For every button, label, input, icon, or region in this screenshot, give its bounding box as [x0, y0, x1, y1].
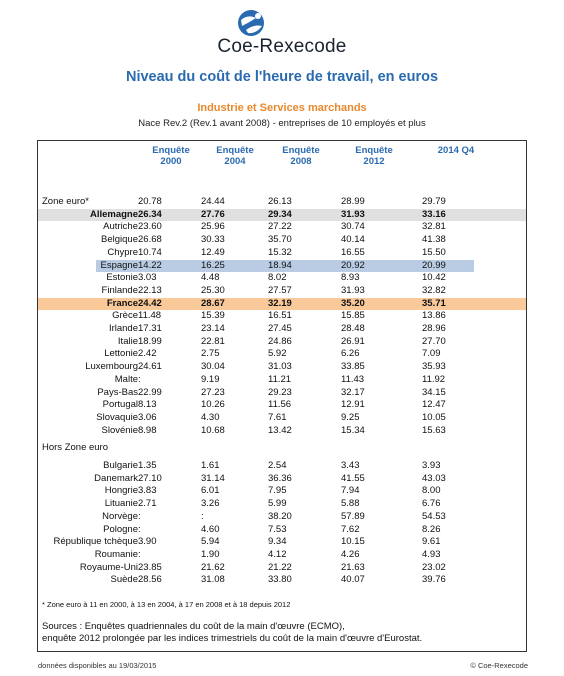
table-cell: 34.15	[422, 386, 446, 398]
table-cell: 26.91	[341, 335, 365, 347]
row-label: Zone euro*	[42, 196, 90, 207]
table-cell: 31.03	[268, 361, 292, 373]
table-cell: 8.02	[268, 272, 287, 284]
table-cell: 21.62	[201, 561, 225, 573]
table-cell: 31.14	[201, 472, 225, 484]
table-cell: 4.93	[422, 548, 441, 560]
table-cell: 29.23	[268, 386, 292, 398]
row-label: République tchèque	[53, 536, 138, 548]
table-row	[38, 425, 526, 438]
table-cell: 11.21	[268, 373, 292, 385]
table-cell: 30.33	[201, 234, 225, 246]
table-cell: 23.60	[138, 221, 162, 233]
row-label: Portugal	[102, 399, 138, 411]
table-cell: 18.94	[268, 259, 292, 271]
table-cell: 9.61	[422, 536, 441, 548]
table-cell: 10.15	[341, 536, 365, 548]
table-cell: 24.61	[138, 361, 162, 373]
table-cell: 10.26	[201, 399, 225, 411]
table-row	[38, 574, 526, 587]
row-label: Grèce	[112, 310, 138, 322]
table-row	[38, 298, 526, 311]
column-header-line2: 2000	[160, 156, 182, 167]
table-cell: 7.62	[341, 523, 360, 535]
table-cell: :	[138, 548, 141, 560]
table-cell: 7.95	[268, 485, 287, 497]
sources	[42, 621, 422, 645]
table-cell: 32.82	[422, 284, 446, 296]
table-row	[38, 460, 526, 473]
table-cell: 3.93	[422, 460, 441, 471]
row-label: Danemark	[94, 472, 138, 484]
copyright: © Coe-Rexecode	[470, 661, 528, 670]
table-cell: 24.86	[268, 335, 292, 347]
table-cell: 22.99	[138, 386, 162, 398]
table-cell: 5.99	[268, 498, 287, 510]
table-cell: 26.13	[268, 196, 292, 207]
column-header-line2: 2008	[290, 156, 312, 167]
row-label: France	[106, 297, 138, 309]
table-cell: 7.94	[341, 485, 360, 497]
table-row	[38, 260, 526, 273]
table-row	[38, 412, 526, 425]
row-label: Italie	[117, 335, 138, 347]
table-cell: 28.99	[341, 196, 365, 207]
table-cell: 15.39	[201, 310, 225, 322]
row-label: Allemagne	[89, 208, 138, 220]
table-cell: 15.85	[341, 310, 365, 322]
table-row	[38, 323, 526, 336]
table-cell: 3.43	[341, 460, 360, 471]
table-cell: :	[138, 510, 141, 522]
table-cell: 27.45	[268, 323, 292, 334]
table-cell: 2.71	[138, 498, 157, 510]
row-label: Belgique	[101, 234, 138, 246]
row-label: Slovénie	[101, 424, 138, 436]
table-row	[38, 272, 526, 285]
table-cell: 20.78	[138, 196, 162, 207]
row-label: Suède	[110, 574, 138, 586]
table-cell: 33.16	[422, 208, 446, 220]
table-cell: 27.10	[138, 472, 162, 484]
table-cell: 21.22	[268, 561, 292, 573]
table-cell: 54.53	[422, 510, 446, 522]
table-cell: 9.34	[268, 536, 287, 548]
table-cell: 33.80	[268, 574, 292, 586]
page-subtitle-detail: Nace Rev.2 (Rev.1 avant 2008) - entreprises de 10 employés et plus	[138, 118, 426, 129]
sources-line-1: Sources : Enquêtes quadriennales du coût de la main d'œuvre (ECMO),	[42, 621, 345, 632]
table-cell: 10.68	[201, 424, 225, 436]
row-label: Lituanie	[104, 498, 138, 510]
table-cell: 3.03	[138, 272, 157, 284]
table-cell: 32.17	[341, 386, 365, 398]
table-row	[38, 361, 526, 374]
table-cell: 3.83	[138, 485, 157, 497]
table-cell: 8.93	[341, 272, 360, 284]
table-row	[38, 310, 526, 323]
table-cell: :	[138, 373, 141, 385]
table-cell: 7.09	[422, 348, 441, 360]
table-cell: 1.35	[138, 460, 157, 471]
table-cell: 12.91	[341, 399, 365, 411]
table-cell: 35.93	[422, 361, 446, 373]
row-label: Royaume-Uni	[79, 561, 138, 573]
row-label: Chypre	[107, 246, 138, 258]
row-label: Bulgarie	[103, 460, 138, 471]
table-cell: 40.14	[341, 234, 365, 246]
table-cell: 36.36	[268, 472, 292, 484]
row-label: Pays-Bas	[97, 386, 138, 398]
table-cell: 57.89	[341, 510, 365, 522]
table-cell: 11.56	[268, 399, 292, 411]
table-cell: 26.34	[138, 208, 162, 220]
table-cell: 32.81	[422, 221, 446, 233]
table-cell: 4.30	[201, 411, 220, 423]
column-header-line1: Enquête	[216, 145, 254, 156]
table-cell: 6.26	[341, 348, 360, 360]
table-cell: 23.85	[138, 561, 162, 573]
row-label: Hongrie	[104, 485, 138, 497]
row-label: Slovaquie	[96, 411, 138, 423]
table-cell: 2.75	[201, 348, 220, 360]
table-cell: 8.13	[138, 399, 157, 411]
table-row	[38, 374, 526, 387]
row-label: Autriche	[103, 221, 138, 233]
row-label: Malte	[114, 373, 138, 385]
table-cell: 10.05	[422, 411, 446, 423]
table-cell: 39.76	[422, 574, 446, 586]
table-cell: 6.76	[422, 498, 441, 510]
table-row	[38, 209, 526, 222]
table-cell: 8.98	[138, 424, 157, 436]
table-row	[38, 234, 526, 247]
table-cell: 16.51	[268, 310, 292, 322]
table-cell: 30.04	[201, 361, 225, 373]
table-row	[38, 498, 526, 511]
table-cell: 32.19	[268, 297, 292, 309]
row-label: Finlande	[101, 284, 138, 296]
row-label: Luxembourg	[85, 361, 138, 373]
column-header-line1: Enquête	[282, 145, 320, 156]
table-cell: 27.76	[201, 208, 225, 220]
table-cell: 22.13	[138, 284, 162, 296]
table-row	[38, 196, 526, 209]
table-cell: 41.38	[422, 234, 446, 246]
table-cell: 10.74	[138, 246, 162, 258]
table-cell: 2.42	[138, 348, 157, 360]
table-cell: 13.42	[268, 424, 292, 436]
table-cell: 29.34	[268, 208, 292, 220]
table-cell: 35.20	[341, 297, 365, 309]
table-cell: 16.25	[201, 259, 225, 271]
table-cell: 27.23	[201, 386, 225, 398]
table-cell: 26.68	[138, 234, 162, 246]
table-cell: 9.19	[201, 373, 220, 385]
table-cell: 31.93	[341, 208, 365, 220]
table-cell: 15.32	[268, 246, 292, 258]
data-date-note: données disponibles au 19/03/2015	[38, 661, 157, 670]
table-cell: 2.54	[268, 460, 287, 471]
table-cell: 8.00	[422, 485, 441, 497]
page-subtitle: Industrie et Services marchands	[197, 102, 367, 114]
table-cell: 35.70	[268, 234, 292, 246]
table-cell: 4.60	[201, 523, 220, 535]
table-cell: 11.92	[422, 373, 446, 385]
table-cell: 29.79	[422, 196, 446, 207]
table-cell: 1.90	[201, 548, 220, 560]
table-cell: 4.26	[341, 548, 360, 560]
table-cell: 9.25	[341, 411, 360, 423]
table-cell: 23.02	[422, 561, 446, 573]
table-cell: 41.55	[341, 472, 365, 484]
column-header	[416, 145, 496, 156]
table-cell: 28.48	[341, 323, 365, 334]
brand-name: Coe-Rexecode	[217, 36, 347, 57]
footnote: * Zone euro à 11 en 2000, à 13 en 2004, à 17 en 2008 et à 18 depuis 2012	[42, 600, 291, 609]
table-cell: 28.56	[138, 574, 162, 586]
table-cell: 12.49	[201, 246, 225, 258]
brand-logo	[0, 6, 564, 56]
row-label: Pologne	[103, 523, 138, 535]
table-cell: 5.88	[341, 498, 360, 510]
table-cell: 31.93	[341, 284, 365, 296]
table-cell: 40.07	[341, 574, 365, 586]
table-cell: 27.22	[268, 221, 292, 233]
table-cell: 8.26	[422, 523, 441, 535]
table-cell: 21.63	[341, 561, 365, 573]
table-row	[38, 524, 526, 537]
table-cell: 33.85	[341, 361, 365, 373]
table-row	[38, 473, 526, 486]
table-row	[38, 348, 526, 361]
table-cell: 4.12	[268, 548, 287, 560]
table-cell: 24.42	[138, 297, 162, 309]
column-header	[261, 145, 341, 167]
page-title: Niveau du coût de l'heure de travail, en euros	[125, 69, 439, 85]
table-row	[38, 399, 526, 412]
table-row	[38, 536, 526, 549]
table-cell: 7.53	[268, 523, 287, 535]
table-cell: 25.96	[201, 221, 225, 233]
table-cell: 22.81	[201, 335, 225, 347]
table-cell: 24.44	[201, 196, 225, 207]
table-cell: 4.48	[201, 272, 220, 284]
table-cell: 43.03	[422, 472, 446, 484]
table-cell: 11.48	[138, 310, 162, 322]
column-header-line2: 2004	[224, 156, 246, 167]
table-row	[38, 221, 526, 234]
column-header-line2: 2014 Q4	[437, 145, 475, 156]
data-table	[37, 140, 527, 652]
table-cell: 3.26	[201, 498, 220, 510]
table-cell: 30.74	[341, 221, 365, 233]
table-cell: 25.30	[201, 284, 225, 296]
table-cell: 14.22	[138, 259, 162, 271]
globe-icon	[236, 8, 266, 38]
column-header-line1: Enquête	[152, 145, 190, 156]
row-label: Espagne	[100, 259, 138, 271]
table-cell: 3.90	[138, 536, 157, 548]
table-row	[38, 549, 526, 562]
row-label: Irlande	[108, 323, 138, 334]
table-cell: 5.92	[268, 348, 287, 360]
table-cell: 15.34	[341, 424, 365, 436]
table-row	[38, 285, 526, 298]
column-header-line2: 2012	[363, 156, 385, 167]
table-cell: 28.67	[201, 297, 225, 309]
table-row	[38, 562, 526, 575]
table-row	[38, 511, 526, 524]
table-row	[38, 247, 526, 260]
table-cell: 38.20	[268, 510, 292, 522]
table-cell: 15.63	[422, 424, 446, 436]
table-cell: 31.08	[201, 574, 225, 586]
table-cell: 6.01	[201, 485, 220, 497]
table-cell: 20.92	[341, 259, 365, 271]
row-label: Roumanie	[94, 548, 138, 560]
table-cell: 18.99	[138, 335, 162, 347]
sources-line-2: enquête 2012 prolongée par les indices trimestriels du coût de la main d'œuvre d'Eurostat.	[42, 633, 423, 644]
table-cell: 12.47	[422, 399, 446, 411]
table-cell: :	[201, 510, 204, 522]
table-cell: 13.86	[422, 310, 446, 322]
row-label: Norvège	[102, 510, 138, 522]
column-header	[334, 145, 414, 167]
table-cell: 15.50	[422, 246, 446, 258]
table-cell: :	[138, 523, 141, 535]
table-cell: 35.71	[422, 297, 446, 309]
table-cell: 7.61	[268, 411, 287, 423]
table-row	[38, 336, 526, 349]
table-row	[38, 485, 526, 498]
table-cell: 20.99	[422, 259, 446, 271]
table-cell: 16.55	[341, 246, 365, 258]
column-header-line1: Enquête	[355, 145, 393, 156]
row-label: Lettonie	[104, 348, 138, 360]
table-cell: 27.70	[422, 335, 446, 347]
table-cell: 11.43	[341, 373, 365, 385]
section-label: Hors Zone euro	[42, 442, 109, 454]
table-row	[38, 387, 526, 400]
table-cell: 28.96	[422, 323, 446, 334]
table-cell: 10.42	[422, 272, 446, 284]
table-cell: 1.61	[201, 460, 220, 471]
row-label: Estonie	[106, 272, 138, 284]
table-cell: 17.31	[138, 323, 162, 334]
table-cell: 27.57	[268, 284, 292, 296]
table-cell: 5.94	[201, 536, 220, 548]
table-cell: 3.06	[138, 411, 157, 423]
table-cell: 23.14	[201, 323, 225, 334]
